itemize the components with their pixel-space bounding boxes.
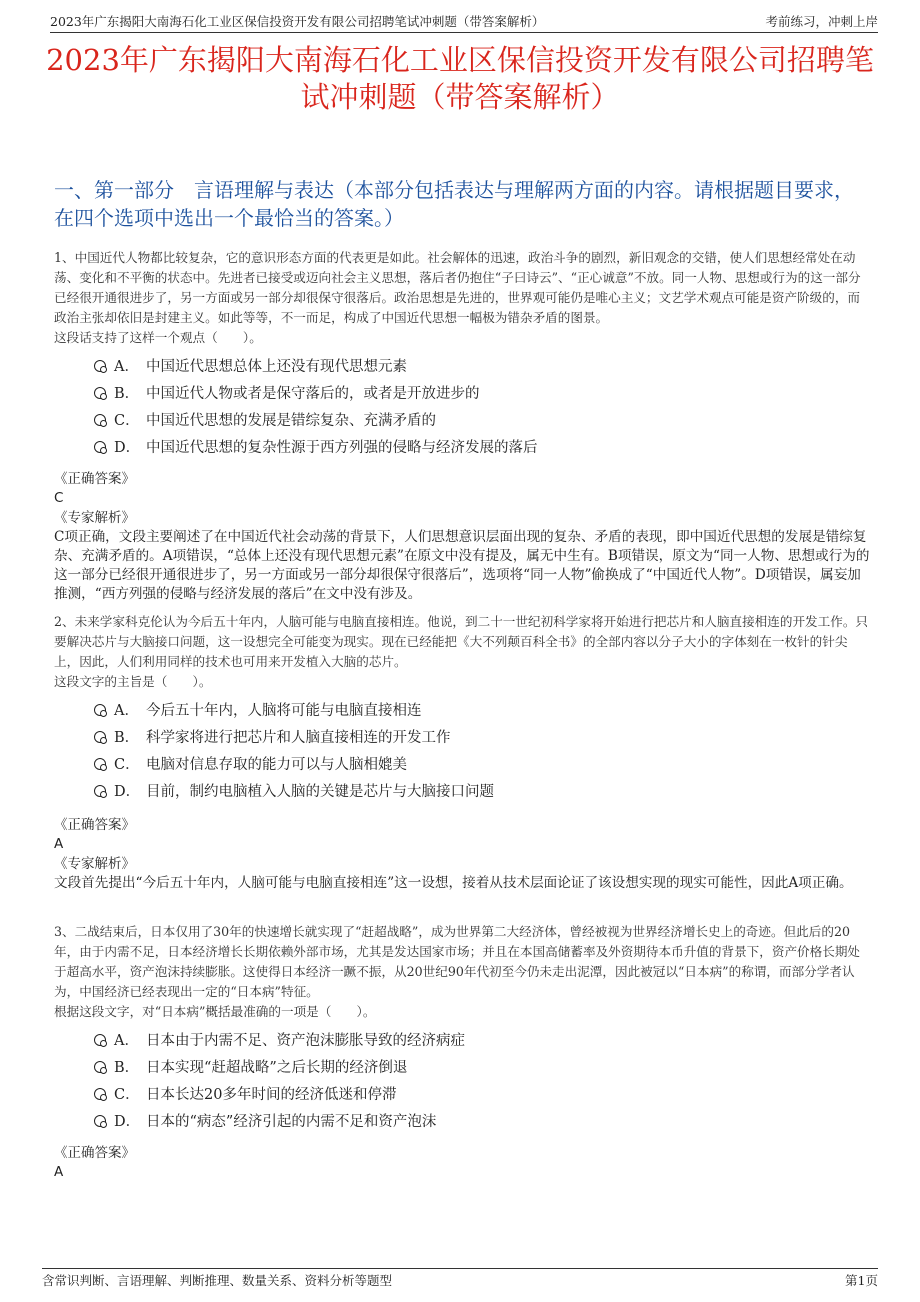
radio-icon[interactable] bbox=[94, 1088, 106, 1100]
option-letter: A． bbox=[114, 1033, 139, 1049]
answer-label: 《正确答案》 bbox=[54, 471, 135, 487]
question-stem: 2、未来学家科克伦认为今后五十年内，人脑可能与电脑直接相连。他说，到二十一世纪初科学家将开始进行把芯片和人脑直接相连的开发工作。只要解决芯片与大脑接口问题，这一设想完全可能变为现实。现在已经能把《大不列颠百科全书》的全部内容以分子大小的字体刻在一枚针的针尖上，因此，人们利用同样的技术也可用来开发植入大脑的芯片。 bbox=[54, 614, 869, 669]
page-number: 第1页 bbox=[845, 1273, 878, 1288]
answer-label: 《正确答案》 bbox=[54, 817, 135, 833]
option-letter: A． bbox=[114, 359, 139, 375]
question-prompt: 根据这段文字，对“日本病”概括最准确的一项是（ ）。 bbox=[54, 1004, 376, 1019]
option-letter: B． bbox=[114, 386, 140, 402]
option-letter: C． bbox=[114, 413, 140, 429]
answer-value: C bbox=[54, 490, 64, 506]
question-2 bbox=[54, 612, 872, 804]
option-b[interactable] bbox=[54, 379, 872, 406]
option-text: 今后五十年内，人脑将可能与电脑直接相连 bbox=[146, 703, 422, 719]
option-text: 日本实现“赶超战略”之后长期的经济倒退 bbox=[146, 1060, 408, 1076]
radio-icon[interactable] bbox=[94, 704, 106, 716]
option-text: 中国近代人物或者是保守落后的，或者是开放进步的 bbox=[146, 386, 480, 402]
answer-block-1 bbox=[54, 470, 872, 604]
option-b[interactable] bbox=[54, 723, 872, 750]
question-1 bbox=[54, 248, 872, 460]
analysis-text: C项正确，文段主要阐述了在中国近代社会动荡的背景下，人们思想意识层面出现的复杂、矛盾的表现，即中国近代思想的发展是错综复杂、充满矛盾的。A项错误，“总体上还没有现代思想元素”在原文中没有提及，属无中生有。B项错误，原文为“同一人物、思想或行为的这一部分已经很开通很进步了，另一方面或另一部分却很保守很落后”，选项将“同一人物”偷换成了“中国近代人物”。D项错误，属妄加推测，“西方列强的侵略与经济发展的落后”在文中没有涉及。 bbox=[54, 529, 870, 602]
answer-value: A bbox=[54, 836, 64, 852]
answer-value: A bbox=[54, 1164, 64, 1180]
option-c[interactable] bbox=[54, 406, 872, 433]
option-letter: B． bbox=[114, 1060, 140, 1076]
option-c[interactable] bbox=[54, 1080, 872, 1107]
footer-left-text: 含常识判断、言语理解、判断推理、数量关系、资料分析等题型 bbox=[42, 1273, 393, 1288]
analysis-label: 《专家解析》 bbox=[54, 510, 135, 526]
option-letter: D． bbox=[114, 784, 141, 800]
page-footer bbox=[42, 1268, 878, 1291]
option-letter: D． bbox=[114, 1114, 141, 1130]
option-letter: B． bbox=[114, 730, 140, 746]
page-title: 2023年广东揭阳大南海石化工业区保信投资开发有限公司招聘笔试冲刺题（带答案解析） bbox=[46, 43, 874, 114]
option-d[interactable] bbox=[54, 777, 872, 804]
radio-icon[interactable] bbox=[94, 785, 106, 797]
radio-icon[interactable] bbox=[94, 758, 106, 770]
option-text: 中国近代思想总体上还没有现代思想元素 bbox=[146, 359, 407, 375]
analysis-label: 《专家解析》 bbox=[54, 856, 135, 872]
option-letter: C． bbox=[114, 757, 140, 773]
question-3 bbox=[54, 922, 872, 1134]
option-a[interactable] bbox=[54, 1026, 872, 1053]
option-letter: A． bbox=[114, 703, 139, 719]
header-right-text: 考前练习，冲刺上岸 bbox=[765, 14, 878, 29]
radio-icon[interactable] bbox=[94, 387, 106, 399]
radio-icon[interactable] bbox=[94, 731, 106, 743]
answer-label: 《正确答案》 bbox=[54, 1145, 135, 1161]
radio-icon[interactable] bbox=[94, 1034, 106, 1046]
question-prompt: 这段文字的主旨是（ ）。 bbox=[54, 674, 212, 689]
answer-block-2 bbox=[54, 816, 872, 893]
option-letter: D． bbox=[114, 440, 141, 456]
header-left-text: 2023年广东揭阳大南海石化工业区保信投资开发有限公司招聘笔试冲刺题（带答案解析） bbox=[50, 14, 545, 29]
option-text: 科学家将进行把芯片和人脑直接相连的开发工作 bbox=[146, 730, 451, 746]
option-d[interactable] bbox=[54, 433, 872, 460]
analysis-text: 文段首先提出“今后五十年内，人脑可能与电脑直接相连”这一设想，接着从技术层面论证了该设想实现的现实可能性，因此A项正确。 bbox=[54, 875, 853, 891]
option-text: 日本长达20多年时间的经济低迷和停滞 bbox=[146, 1087, 397, 1103]
option-d[interactable] bbox=[54, 1107, 872, 1134]
option-text: 目前，制约电脑植入人脑的关键是芯片与大脑接口问题 bbox=[146, 784, 494, 800]
page-header bbox=[50, 8, 878, 33]
option-c[interactable] bbox=[54, 750, 872, 777]
section-heading: 一、第一部分 言语理解与表达（本部分包括表达与理解两方面的内容。请根据题目要求，在四个选项中选出一个最恰当的答案。） bbox=[54, 178, 854, 230]
question-stem: 1、中国近代人物都比较复杂，它的意识形态方面的代表更是如此。社会解体的迅速，政治斗争的剧烈，新旧观念的交错，使人们思想经常处在动荡、变化和不平衡的状态中。先进者已接受或迈向社会主义思想，落后者仍抱住“子曰诗云”、“正心诚意”不放。同一人物、思想或行为的这一部分已经很开通很进步了，另一方面或另一部分却很保守很落后。政治思想是先进的，世界观可能仍是唯心主义；文艺学术观点可能是资产阶级的，而政治主张却依旧是封建主义。如此等等，不一而足，构成了中国近代思想一幅极为错杂矛盾的图景。 bbox=[54, 250, 861, 325]
option-letter: C． bbox=[114, 1087, 140, 1103]
radio-icon[interactable] bbox=[94, 1061, 106, 1073]
option-a[interactable] bbox=[54, 696, 872, 723]
question-prompt: 这段话支持了这样一个观点（ ）。 bbox=[54, 330, 262, 345]
option-text: 中国近代思想的复杂性源于西方列强的侵略与经济发展的落后 bbox=[146, 440, 538, 456]
option-b[interactable] bbox=[54, 1053, 872, 1080]
option-text: 日本的“病态”经济引起的内需不足和资产泡沫 bbox=[146, 1114, 437, 1130]
answer-block-3 bbox=[54, 1144, 872, 1181]
option-text: 日本由于内需不足、资产泡沫膨胀导致的经济病症 bbox=[146, 1033, 465, 1049]
radio-icon[interactable] bbox=[94, 441, 106, 453]
option-text: 电脑对信息存取的能力可以与人脑相媲美 bbox=[146, 757, 407, 773]
radio-icon[interactable] bbox=[94, 360, 106, 372]
question-stem: 3、二战结束后，日本仅用了30年的快速增长就实现了“赶超战略”，成为世界第二大经济体，曾经被视为世界经济增长史上的奇迹。但此后的20年，由于内需不足，日本经济增长长期依赖外部市场，尤其是发达国家市场；并且在本国高储蓄率及外资期待本币升值的背景下，资产价格长期处于超高水平，资产泡沫持续膨胀。这使得日本经济一蹶不振，从20世纪90年代初至今仍未走出泥潭，因此被冠以“日本病”的称谓，而部分学者认为，中国经济已经表现出一定的“日本病”特征。 bbox=[54, 924, 860, 999]
option-text: 中国近代思想的发展是错综复杂、充满矛盾的 bbox=[146, 413, 436, 429]
radio-icon[interactable] bbox=[94, 414, 106, 426]
option-a[interactable] bbox=[54, 352, 872, 379]
radio-icon[interactable] bbox=[94, 1115, 106, 1127]
